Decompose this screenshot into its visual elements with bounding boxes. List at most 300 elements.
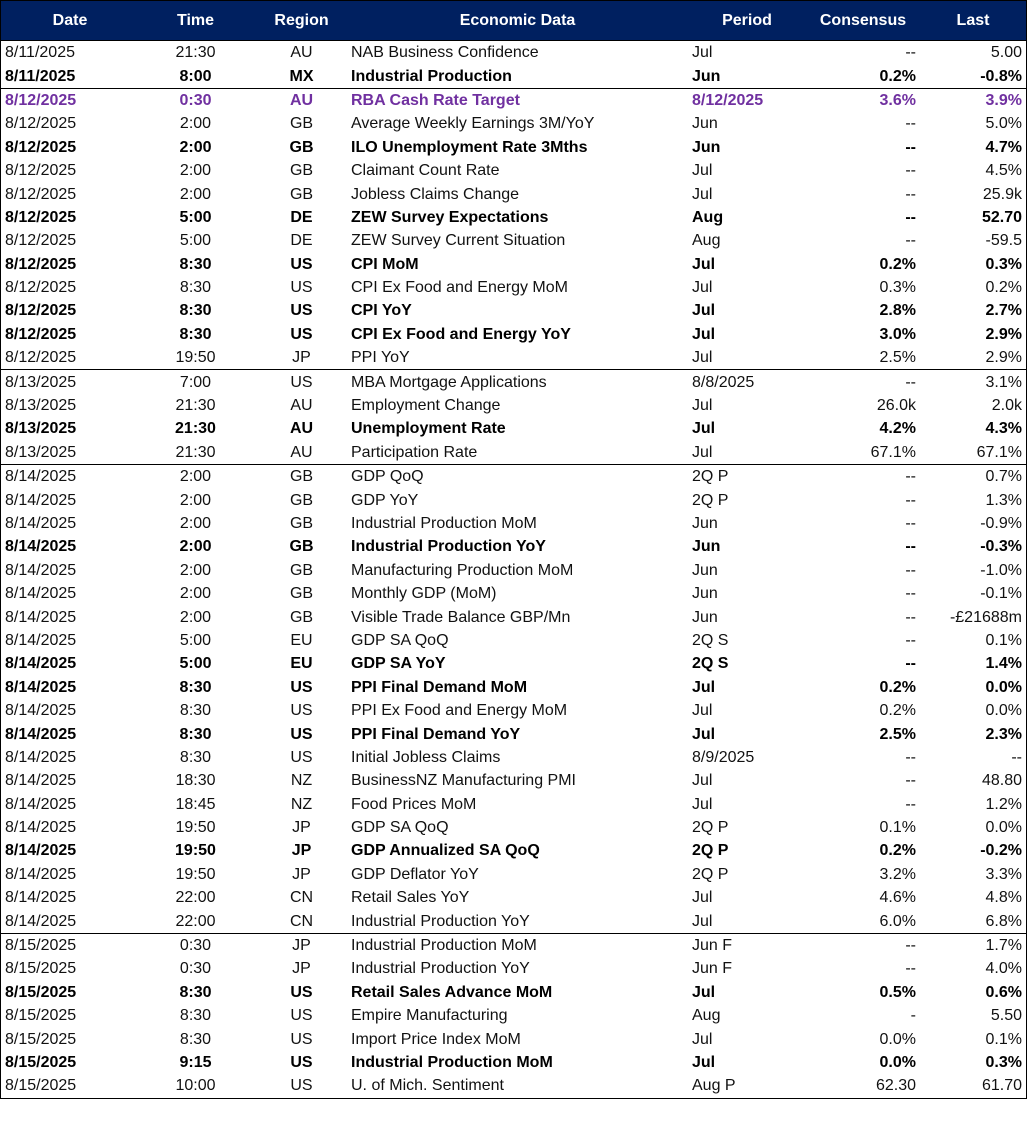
cell-time: 8:30 <box>179 325 212 343</box>
cell-consensus: -- <box>905 162 916 180</box>
cell-date: 8/14/2025 <box>5 819 77 837</box>
cell-last: 0.3% <box>985 255 1022 273</box>
cell-economic-data: Industrial Production MoM <box>351 1053 553 1071</box>
cell-period: Jul <box>692 912 713 930</box>
cell-period: Jul <box>688 41 806 65</box>
cell-economic-data: Industrial Production <box>351 67 512 85</box>
cell-region: US <box>290 983 313 1001</box>
table-row <box>1 535 1027 558</box>
cell-date: 8/12/2025 <box>5 325 77 343</box>
cell-consensus: 0.2% <box>879 67 916 85</box>
table-row <box>1 206 1027 229</box>
cell-time: 9:15 <box>179 1053 212 1071</box>
cell-consensus: 0.1% <box>879 819 916 837</box>
cell-time: 2:00 <box>179 185 212 203</box>
cell-last: -0.1% <box>980 585 1022 603</box>
cell-last: -0.8% <box>980 67 1022 85</box>
cell-time: 21:30 <box>175 443 216 461</box>
cell-date: 8/15/2025 <box>1 933 140 957</box>
cell-economic-data: ILO Unemployment Rate 3Mths <box>351 138 588 156</box>
cell-date: 8/14/2025 <box>5 585 77 603</box>
cell-region: DE <box>290 232 313 250</box>
cell-economic-data: Industrial Production YoY <box>351 538 546 556</box>
cell-time: 21:30 <box>175 420 216 438</box>
cell-last: 25.9k <box>982 185 1022 203</box>
cell-time: 8:30 <box>179 983 212 1001</box>
cell-region: US <box>290 702 313 720</box>
cell-time: 19:50 <box>175 349 216 367</box>
cell-last: 2.7% <box>985 302 1022 320</box>
cell-region: NZ <box>290 795 313 813</box>
table-row <box>1 559 1027 582</box>
cell-consensus: -- <box>905 585 916 603</box>
header-row <box>1 1 1027 41</box>
header-region: Region <box>256 1 347 41</box>
cell-economic-data: GDP SA QoQ <box>351 631 449 649</box>
cell-consensus: -- <box>905 655 916 673</box>
cell-economic-data: Industrial Production YoY <box>351 912 530 930</box>
cell-region: US <box>290 255 313 273</box>
cell-period: Aug <box>692 208 724 226</box>
table-row <box>1 933 1027 957</box>
cell-period: Jul <box>692 325 716 343</box>
cell-last: 0.3% <box>985 1053 1022 1071</box>
cell-region: AU <box>256 88 347 112</box>
cell-time: 2:00 <box>179 585 212 603</box>
cell-consensus: -- <box>905 138 916 156</box>
cell-region: GB <box>289 138 314 156</box>
cell-consensus: 0.5% <box>879 983 916 1001</box>
cell-last: 3.1% <box>920 370 1027 394</box>
cell-economic-data: GDP YoY <box>351 491 419 509</box>
cell-last: 0.1% <box>985 631 1022 649</box>
cell-region: GB <box>289 538 314 556</box>
cell-last: 0.0% <box>985 819 1022 837</box>
cell-consensus: 0.2% <box>879 702 916 720</box>
cell-last: 0.7% <box>920 465 1027 489</box>
cell-date: 8/14/2025 <box>5 702 77 720</box>
header-last: Last <box>920 1 1027 41</box>
cell-region: AU <box>290 443 313 461</box>
table-row <box>1 1051 1027 1074</box>
cell-date: 8/12/2025 <box>5 279 77 297</box>
header-economic-data: Economic Data <box>347 1 688 41</box>
cell-region: JP <box>292 960 311 978</box>
cell-time: 8:30 <box>179 1007 212 1025</box>
cell-consensus: 0.3% <box>879 279 916 297</box>
cell-economic-data: PPI Final Demand YoY <box>351 725 521 743</box>
cell-economic-data: RBA Cash Rate Target <box>347 88 688 112</box>
table-row <box>1 839 1027 862</box>
cell-date: 8/14/2025 <box>1 465 140 489</box>
cell-region: GB <box>289 115 314 133</box>
cell-period: Jul <box>692 983 716 1001</box>
table-row <box>1 64 1027 88</box>
cell-date: 8/12/2025 <box>5 255 77 273</box>
cell-economic-data: NAB Business Confidence <box>347 41 688 65</box>
cell-date: 8/14/2025 <box>5 678 77 696</box>
cell-consensus: 2.5% <box>879 725 916 743</box>
cell-time: 8:30 <box>179 702 212 720</box>
cell-date: 8/15/2025 <box>5 1053 77 1071</box>
cell-time: 19:50 <box>175 842 216 860</box>
cell-economic-data: Manufacturing Production MoM <box>351 561 574 579</box>
table-row <box>1 699 1027 722</box>
cell-economic-data: ZEW Survey Current Situation <box>351 232 566 250</box>
cell-period: Jun <box>692 515 718 532</box>
cell-date: 8/14/2025 <box>5 491 77 509</box>
cell-period: Jul <box>692 443 713 461</box>
cell-consensus: -- <box>905 115 916 133</box>
table-row <box>1 1027 1027 1050</box>
cell-period: Jun <box>692 561 718 579</box>
cell-region: US <box>290 725 313 743</box>
cell-economic-data: PPI Ex Food and Energy MoM <box>351 702 568 720</box>
cell-consensus: 67.1% <box>870 443 916 461</box>
calendar-body <box>1 41 1027 1099</box>
cell-economic-data: Empire Manufacturing <box>351 1007 508 1025</box>
cell-last: 5.50 <box>990 1007 1022 1025</box>
cell-region: EU <box>290 631 313 649</box>
cell-last: 67.1% <box>976 443 1022 461</box>
cell-consensus: -- <box>905 631 916 649</box>
cell-period: Jun <box>692 67 721 85</box>
cell-period: Jul <box>692 678 716 696</box>
cell-region: DE <box>290 208 313 226</box>
cell-date: 8/14/2025 <box>5 912 77 930</box>
cell-consensus: -- <box>905 561 916 579</box>
cell-consensus: -- <box>905 208 916 226</box>
cell-time: 5:00 <box>179 232 212 250</box>
cell-date: 8/11/2025 <box>1 41 140 65</box>
cell-time: 0:30 <box>139 933 256 957</box>
cell-region: GB <box>289 162 314 180</box>
cell-region: EU <box>290 655 313 673</box>
table-row <box>1 722 1027 745</box>
cell-region: GB <box>289 585 314 603</box>
cell-economic-data: Participation Rate <box>351 443 478 461</box>
table-row <box>1 863 1027 886</box>
cell-date: 8/15/2025 <box>5 1077 77 1095</box>
cell-region: JP <box>256 933 347 957</box>
header-period: Period <box>688 1 806 41</box>
cell-date: 8/12/2025 <box>5 302 77 320</box>
cell-region: GB <box>289 185 314 203</box>
table-row <box>1 957 1027 980</box>
cell-economic-data: Unemployment Rate <box>351 420 506 438</box>
cell-period: Jul <box>692 302 716 320</box>
table-row <box>1 299 1027 322</box>
cell-economic-data: ZEW Survey Expectations <box>351 208 549 226</box>
cell-period: 2Q P <box>692 842 729 860</box>
table-row <box>1 488 1027 511</box>
cell-date: 8/12/2025 <box>5 185 77 203</box>
cell-last: -1.0% <box>980 561 1022 579</box>
cell-last: -0.3% <box>980 538 1022 556</box>
cell-period: Jul <box>692 795 713 813</box>
table-row <box>1 346 1027 370</box>
cell-time: 8:30 <box>179 279 212 297</box>
cell-region: AU <box>290 397 313 415</box>
table-row <box>1 816 1027 839</box>
cell-time: 19:50 <box>175 865 216 883</box>
cell-time: 2:00 <box>179 515 212 532</box>
cell-last: 3.9% <box>920 88 1027 112</box>
cell-period: Jul <box>692 162 713 180</box>
cell-region: GB <box>289 491 314 509</box>
table-row <box>1 229 1027 252</box>
table-row <box>1 41 1027 65</box>
cell-time: 8:00 <box>179 67 212 85</box>
cell-date: 8/14/2025 <box>5 795 77 813</box>
table-row <box>1 159 1027 182</box>
cell-consensus: 3.6% <box>806 88 920 112</box>
cell-last: 1.3% <box>985 491 1022 509</box>
cell-last: 2.9% <box>985 325 1022 343</box>
cell-consensus: 0.2% <box>879 255 916 273</box>
cell-date: 8/13/2025 <box>5 397 77 415</box>
cell-consensus: -- <box>806 465 920 489</box>
cell-period: 2Q S <box>692 631 729 649</box>
cell-economic-data: GDP QoQ <box>347 465 688 489</box>
cell-economic-data: CPI Ex Food and Energy YoY <box>351 325 571 343</box>
cell-region: US <box>290 1053 313 1071</box>
cell-consensus: 4.2% <box>879 420 916 438</box>
table-row <box>1 88 1027 112</box>
cell-date: 8/14/2025 <box>5 865 77 883</box>
cell-date: 8/12/2025 <box>5 162 77 180</box>
cell-date: 8/13/2025 <box>5 420 77 438</box>
cell-time: 8:30 <box>179 255 212 273</box>
cell-period: Jul <box>692 889 713 907</box>
cell-region: NZ <box>290 772 313 790</box>
cell-region: US <box>290 1007 313 1025</box>
cell-time: 5:00 <box>179 208 212 226</box>
cell-economic-data: Import Price Index MoM <box>351 1030 521 1048</box>
cell-date: 8/14/2025 <box>5 725 77 743</box>
cell-period: 2Q P <box>692 865 729 883</box>
cell-last: -0.9% <box>980 515 1022 532</box>
cell-date: 8/12/2025 <box>5 208 77 226</box>
cell-consensus: 3.0% <box>879 325 916 343</box>
cell-last: 4.5% <box>985 162 1022 180</box>
table-row <box>1 465 1027 489</box>
cell-last: 4.0% <box>985 960 1022 978</box>
cell-consensus: -- <box>806 370 920 394</box>
cell-last: 1.4% <box>985 655 1022 673</box>
cell-period: Jul <box>692 772 713 790</box>
cell-time: 2:00 <box>179 561 212 579</box>
cell-last: 3.3% <box>985 865 1022 883</box>
cell-date: 8/12/2025 <box>5 232 77 250</box>
cell-period: Jul <box>692 397 713 415</box>
cell-date: 8/14/2025 <box>5 842 77 860</box>
cell-time: 5:00 <box>179 655 212 673</box>
cell-period: Jul <box>692 702 713 720</box>
cell-date: 8/12/2025 <box>5 349 77 367</box>
cell-time: 8:30 <box>179 748 212 766</box>
cell-consensus: -- <box>905 185 916 203</box>
cell-region: US <box>256 370 347 394</box>
cell-economic-data: CPI Ex Food and Energy MoM <box>351 279 568 297</box>
cell-economic-data: Jobless Claims Change <box>351 185 520 203</box>
cell-economic-data: PPI Final Demand MoM <box>351 678 528 696</box>
header-time: Time <box>139 1 256 41</box>
cell-time: 21:30 <box>139 41 256 65</box>
table-row <box>1 1004 1027 1027</box>
cell-last: 2.9% <box>985 349 1022 367</box>
cell-economic-data: Employment Change <box>351 397 501 415</box>
cell-time: 22:00 <box>175 912 216 930</box>
cell-economic-data: PPI YoY <box>351 349 410 367</box>
cell-last: 2.3% <box>985 725 1022 743</box>
cell-period: Jun <box>692 115 718 133</box>
cell-economic-data: U. of Mich. Sentiment <box>351 1077 504 1095</box>
cell-consensus: 2.5% <box>879 349 916 367</box>
cell-last: 48.80 <box>981 772 1022 790</box>
cell-consensus: 0.0% <box>879 1030 916 1048</box>
cell-time: 7:00 <box>139 370 256 394</box>
cell-period: Jul <box>692 279 713 297</box>
cell-period: Jul <box>692 185 713 203</box>
cell-region: JP <box>292 349 311 367</box>
table-row <box>1 886 1027 909</box>
cell-date: 8/13/2025 <box>1 370 140 394</box>
table-row <box>1 253 1027 276</box>
cell-period: Aug <box>692 232 721 250</box>
table-row <box>1 323 1027 346</box>
cell-economic-data: Claimant Count Rate <box>351 162 500 180</box>
cell-last: 1.7% <box>920 933 1027 957</box>
cell-economic-data: Initial Jobless Claims <box>351 748 501 766</box>
cell-region: AU <box>289 420 314 438</box>
cell-date: 8/14/2025 <box>5 561 77 579</box>
cell-date: 8/14/2025 <box>5 538 77 556</box>
header-consensus: Consensus <box>806 1 920 41</box>
cell-period: Jun <box>692 538 721 556</box>
cell-date: 8/14/2025 <box>5 655 77 673</box>
cell-last: -- <box>1011 748 1022 766</box>
cell-time: 21:30 <box>175 397 216 415</box>
cell-economic-data: MBA Mortgage Applications <box>347 370 688 394</box>
cell-economic-data: GDP Deflator YoY <box>351 865 479 883</box>
cell-last: 4.8% <box>985 889 1022 907</box>
cell-region: US <box>290 1077 313 1095</box>
cell-last: 4.7% <box>985 138 1022 156</box>
cell-period: Jun F <box>688 933 806 957</box>
cell-time: 8:30 <box>179 1030 212 1048</box>
table-row <box>1 582 1027 605</box>
table-row <box>1 605 1027 628</box>
table-row <box>1 136 1027 159</box>
cell-consensus: -- <box>905 232 916 250</box>
cell-region: GB <box>289 515 314 532</box>
cell-last: 6.8% <box>985 912 1022 930</box>
cell-date: 8/15/2025 <box>5 1030 77 1048</box>
cell-date: 8/11/2025 <box>5 67 76 85</box>
cell-time: 2:00 <box>179 138 212 156</box>
cell-time: 5:00 <box>179 631 212 649</box>
cell-time: 19:50 <box>175 819 216 837</box>
cell-economic-data: GDP Annualized SA QoQ <box>351 842 540 860</box>
cell-last: -0.2% <box>980 842 1022 860</box>
cell-consensus: 0.2% <box>879 678 916 696</box>
cell-period: Jul <box>692 1030 713 1048</box>
cell-region: CN <box>289 912 314 930</box>
cell-region: JP <box>292 819 311 837</box>
cell-time: 22:00 <box>175 889 216 907</box>
cell-consensus: -- <box>806 41 920 65</box>
cell-time: 2:00 <box>139 465 256 489</box>
cell-last: 0.1% <box>985 1030 1022 1048</box>
cell-period: Aug <box>692 1007 721 1025</box>
cell-economic-data: Food Prices MoM <box>351 795 477 813</box>
cell-date: 8/15/2025 <box>5 1007 77 1025</box>
cell-period: Jun <box>692 585 718 603</box>
cell-consensus: -- <box>905 960 916 978</box>
cell-last: 0.6% <box>985 983 1022 1001</box>
cell-date: 8/14/2025 <box>5 772 77 790</box>
table-row <box>1 981 1027 1004</box>
cell-period: Jun <box>692 138 721 156</box>
cell-economic-data: CPI MoM <box>351 255 419 273</box>
cell-period: 8/8/2025 <box>688 370 806 394</box>
table-row <box>1 370 1027 394</box>
cell-region: JP <box>292 865 311 883</box>
cell-last: 5.00 <box>920 41 1027 65</box>
cell-time: 8:30 <box>179 725 212 743</box>
cell-last: 0.0% <box>985 678 1022 696</box>
table-row <box>1 512 1027 535</box>
cell-region: JP <box>291 842 312 860</box>
cell-economic-data: Retail Sales YoY <box>351 889 470 907</box>
cell-period: Jul <box>692 349 713 367</box>
cell-economic-data: Industrial Production MoM <box>347 933 688 957</box>
cell-consensus: 4.6% <box>879 889 916 907</box>
cell-time: 8:30 <box>179 302 212 320</box>
cell-date: 8/12/2025 <box>5 138 77 156</box>
cell-consensus: -- <box>905 538 916 556</box>
table-row <box>1 182 1027 205</box>
cell-period: 8/12/2025 <box>688 88 806 112</box>
cell-consensus: 6.0% <box>879 912 916 930</box>
cell-time: 8:30 <box>179 678 212 696</box>
cell-last: 1.2% <box>985 795 1022 813</box>
cell-region: GB <box>289 561 314 579</box>
cell-last: 52.70 <box>981 208 1022 226</box>
table-row <box>1 676 1027 699</box>
table-row <box>1 112 1027 135</box>
table-row <box>1 394 1027 417</box>
cell-time: 2:00 <box>179 491 212 509</box>
cell-time: 0:30 <box>139 88 256 112</box>
cell-last: 4.3% <box>985 420 1022 438</box>
cell-region: AU <box>256 41 347 65</box>
cell-economic-data: Average Weekly Earnings 3M/YoY <box>351 115 595 133</box>
cell-date: 8/14/2025 <box>5 515 77 532</box>
cell-period: Jul <box>692 725 716 743</box>
cell-last: 0.0% <box>985 702 1022 720</box>
cell-period: Jul <box>692 420 716 438</box>
cell-consensus: 3.2% <box>879 865 916 883</box>
table-row <box>1 652 1027 675</box>
cell-consensus: 2.8% <box>879 302 916 320</box>
cell-region: US <box>290 748 313 766</box>
cell-region: US <box>290 1030 313 1048</box>
cell-date: 8/14/2025 <box>5 889 77 907</box>
cell-period: Jun <box>692 608 718 626</box>
cell-period: 2Q S <box>692 655 729 673</box>
